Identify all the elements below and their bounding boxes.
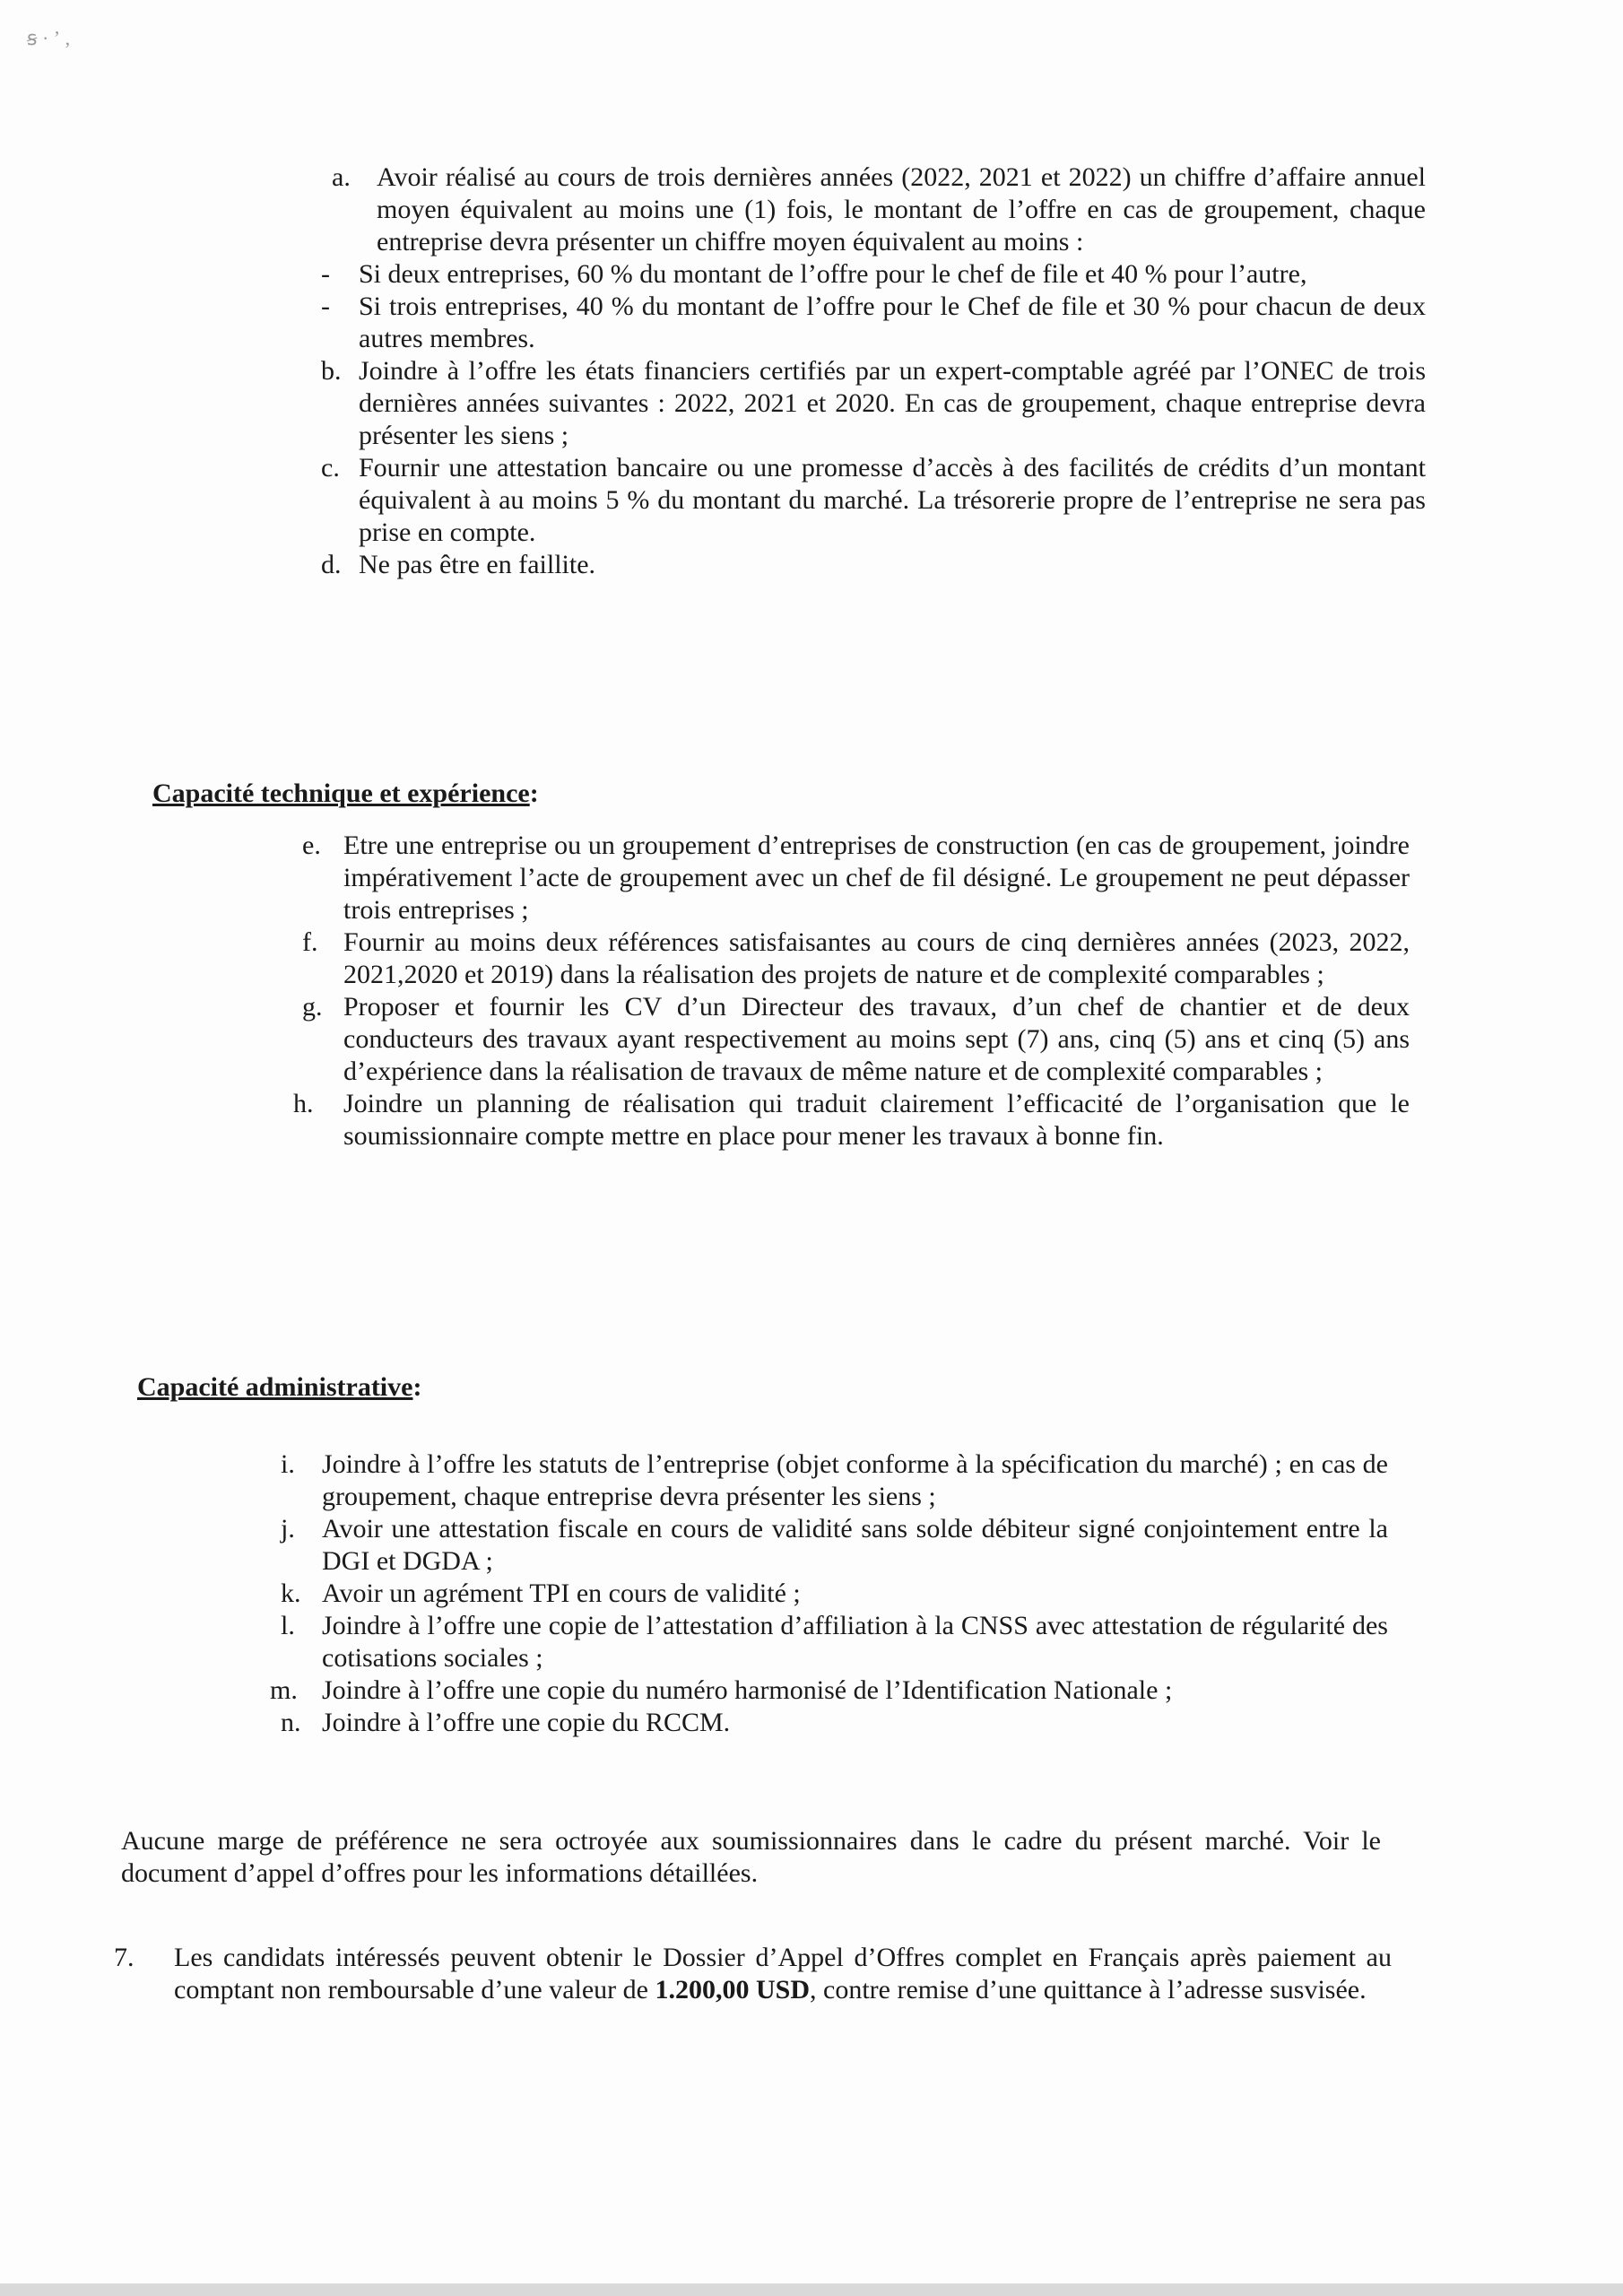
item-text: Joindre à l’offre les états financiers certifiés par un expert-comptable agréé par l’ONEC de trois dernières années suivantes : 2022, 2021 et 2020. En cas de groupement, chaque entreprise devra présenter les siens ; bbox=[359, 356, 1426, 450]
list-item-n bbox=[281, 1707, 1388, 1739]
item-label: n. bbox=[281, 1708, 301, 1737]
section-7-text-before: Les candidats intéressés peuvent obtenir le Dossier d’Appel d’Offres complet en Français après paiement au comptant non remboursable d’une valeur de bbox=[174, 1943, 1392, 2005]
scan-corner-mark: ꞩ · ʼ , bbox=[27, 27, 71, 49]
item-text: Etre une entreprise ou un groupement d’entreprises de construction (en cas de groupement, joindre impérativement l’acte de groupement avec un chef de fil désigné. Le groupement ne peut dépasser trois entreprises ; bbox=[343, 831, 1410, 925]
list-item-e bbox=[302, 830, 1410, 926]
preference-note: Aucune marge de préférence ne sera octroyée aux soumissionnaires dans le cadre du présent marché. Voir le document d’appel d’offres pour les informations détaillées. bbox=[121, 1826, 1381, 1888]
item-label: i. bbox=[281, 1449, 295, 1479]
section-7-text-after: , contre remise d’une quittance à l’adresse susvisée. bbox=[810, 1975, 1367, 2005]
item-label: b. bbox=[321, 356, 342, 386]
list-item-dash bbox=[321, 291, 1426, 355]
administrative-capacity-list bbox=[270, 1448, 1388, 1739]
section-number: 7. bbox=[114, 1943, 135, 1972]
scan-bottom-edge bbox=[0, 2283, 1623, 2296]
list-item-a bbox=[321, 161, 1426, 258]
list-item-k bbox=[281, 1578, 1388, 1610]
heading-colon: : bbox=[529, 778, 539, 808]
price-amount: 1.200,00 USD bbox=[655, 1975, 810, 2005]
item-label: h. bbox=[293, 1089, 314, 1118]
dash-label: - bbox=[321, 259, 330, 289]
item-text: Si trois entreprises, 40 % du montant de l’offre pour le Chef de file et 30 % pour chacun de deux autres membres. bbox=[359, 291, 1426, 353]
list-item-i bbox=[281, 1448, 1388, 1513]
list-item-d bbox=[321, 549, 1426, 581]
technical-capacity-list bbox=[293, 830, 1410, 1152]
item-text: Avoir un agrément TPI en cours de validité ; bbox=[322, 1578, 801, 1608]
item-label: l. bbox=[281, 1611, 295, 1640]
item-label: e. bbox=[302, 831, 321, 860]
item-label: f. bbox=[302, 927, 318, 957]
dash-label: - bbox=[321, 291, 330, 321]
item-text: Avoir une attestation fiscale en cours de validité sans solde débiteur signé conjointement entre la DGI et DGDA ; bbox=[322, 1514, 1388, 1576]
heading-text: Capacité technique et expérience bbox=[152, 778, 530, 808]
list-item-g bbox=[302, 991, 1410, 1088]
item-label: j. bbox=[281, 1514, 295, 1544]
item-label: k. bbox=[281, 1578, 301, 1608]
list-item-m bbox=[270, 1674, 1388, 1707]
section-heading-administrative bbox=[137, 1372, 421, 1403]
list-item-h bbox=[293, 1088, 1410, 1152]
item-text: Avoir réalisé au cours de trois dernières années (2022, 2021 et 2022) un chiffre d’affaire annuel moyen équivalent au moins une (1) fois, le montant de l’offre en cas de groupement, chaque entreprise devra présenter un chiffre moyen équivalent au moins : bbox=[377, 162, 1426, 257]
item-label: g. bbox=[302, 992, 323, 1022]
list-item-dash bbox=[321, 258, 1426, 291]
item-text: Joindre à l’offre les statuts de l’entreprise (objet conforme à la spécification du marché) ; en cas de groupement, chaque entreprise devra présenter les siens ; bbox=[322, 1449, 1388, 1511]
item-text: Joindre à l’offre une copie du RCCM. bbox=[322, 1708, 731, 1737]
heading-colon: : bbox=[412, 1372, 422, 1402]
list-item-l bbox=[281, 1610, 1388, 1674]
item-text: Proposer et fournir les CV d’un Directeur des travaux, d’un chef de chantier et de deux conducteurs des travaux ayant respectivement au moins sept (7) ans, cinq (5) ans et cinq (5) ans d’expérience dans la réalisation de travaux de même nature et de complexité comparables ; bbox=[343, 992, 1410, 1086]
item-text: Si deux entreprises, 60 % du montant de l’offre pour le chef de file et 40 % pour l’autre, bbox=[359, 259, 1307, 289]
item-text: Joindre à l’offre une copie du numéro harmonisé de l’Identification Nationale ; bbox=[322, 1675, 1173, 1705]
list-item-f bbox=[302, 926, 1410, 991]
item-text: Fournir au moins deux références satisfaisantes au cours de cinq dernières années (2023, 2022, 2021,2020 et 2019) dans la réalisation des projets de nature et de complexité comparables ; bbox=[343, 927, 1410, 989]
list-item-c bbox=[321, 452, 1426, 549]
list-item-b bbox=[321, 355, 1426, 452]
section-heading-technical bbox=[152, 778, 539, 809]
item-label: d. bbox=[321, 550, 342, 579]
item-label: m. bbox=[270, 1675, 298, 1705]
section-7 bbox=[114, 1942, 1392, 2006]
list-item-j bbox=[281, 1513, 1388, 1578]
item-text: Joindre à l’offre une copie de l’attestation d’affiliation à la CNSS avec attestation de régularité des cotisations sociales ; bbox=[322, 1611, 1388, 1673]
item-text: Fournir une attestation bancaire ou une promesse d’accès à des facilités de crédits d’un montant équivalent à au moins 5 % du montant du marché. La trésorerie propre de l’entreprise ne sera pas prise en compte. bbox=[359, 453, 1426, 547]
item-label: c. bbox=[321, 453, 340, 483]
item-label: a. bbox=[332, 162, 351, 192]
item-text: Ne pas être en faillite. bbox=[359, 550, 596, 579]
heading-text: Capacité administrative bbox=[137, 1372, 413, 1402]
financial-capacity-list bbox=[321, 161, 1426, 581]
item-text: Joindre un planning de réalisation qui traduit clairement l’efficacité de l’organisation que le soumissionnaire compte mettre en place pour mener les travaux à bonne fin. bbox=[343, 1089, 1410, 1151]
